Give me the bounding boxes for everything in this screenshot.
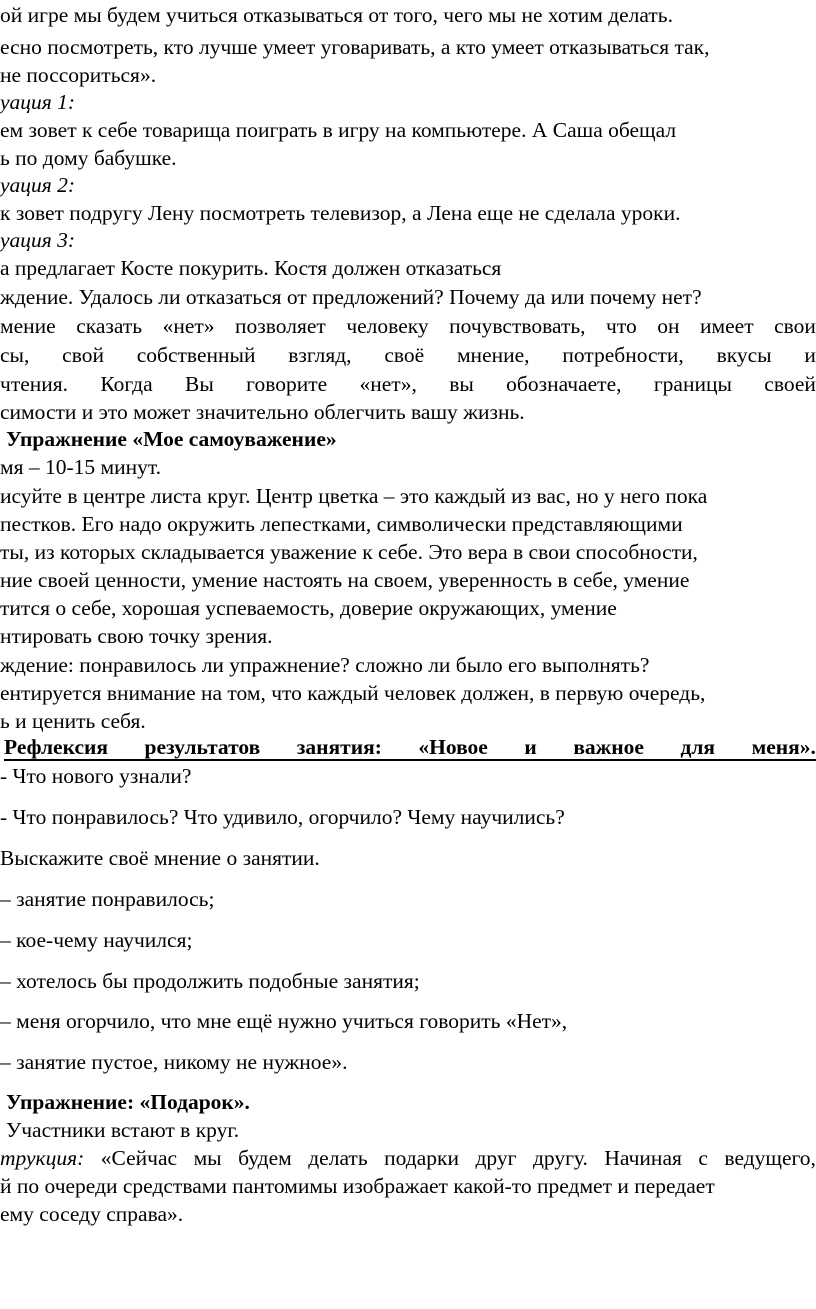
title-word: занятия: xyxy=(296,735,382,759)
word: свой xyxy=(62,343,104,367)
discussion-line-4 xyxy=(0,371,816,397)
word: взгляд, xyxy=(288,343,352,367)
word: человеку xyxy=(346,314,429,338)
word: вы xyxy=(449,372,474,396)
word: собственный xyxy=(136,343,256,367)
exercise-selfrespect-line-4: ние своей ценности, умение настоять на своем, уверенность в себе, умение xyxy=(0,568,690,592)
word: почувствовать, xyxy=(449,314,586,338)
reflection-option-2: – кое-чему научился; xyxy=(0,928,193,952)
title-word: и xyxy=(524,735,537,759)
reflection-option-4: – меня огорчило, что мне ещё нужно учиться говорить «Нет», xyxy=(0,1009,568,1033)
exercise-selfrespect-line-1: исуйте в центре листа круг. Центр цветка – это каждый из вас, но у него пока xyxy=(0,484,708,508)
reflection-option-3: – хотелось бы продолжить подобные занятия; xyxy=(0,969,420,993)
word: границы xyxy=(653,372,732,396)
word: говорите xyxy=(246,372,328,396)
title-word: результатов xyxy=(144,735,261,759)
discussion-line-3 xyxy=(0,342,816,368)
discussion-line-5: симости и это может значительно облегчить вашу жизнь. xyxy=(0,400,525,424)
word: с xyxy=(698,1146,708,1170)
word: своей xyxy=(764,372,816,396)
word: чтения. xyxy=(0,372,69,396)
exercise-gift-line-2 xyxy=(0,1145,816,1171)
word: Вы xyxy=(185,372,214,396)
word: своё xyxy=(384,343,425,367)
situation-3-line-1: а предлагает Косте покурить. Костя должен отказаться xyxy=(0,256,502,280)
reflection-option-1: – занятие понравилось; xyxy=(0,887,215,911)
word: свои xyxy=(774,314,816,338)
discussion-line-1: ждение. Удалось ли отказаться от предложений? Почему да или почему нет? xyxy=(0,285,702,309)
reflection-title xyxy=(4,735,816,761)
discussion-line-2 xyxy=(0,313,816,339)
word: вкусы xyxy=(716,343,772,367)
word: ведущего, xyxy=(724,1146,816,1170)
intro-line-2: есно посмотреть, кто лучше умеет уговаривать, а кто умеет отказываться так, xyxy=(0,35,710,59)
intro-line-3: не поссориться». xyxy=(0,63,157,87)
title-word: для xyxy=(680,735,716,759)
situation-2-line-1: к зовет подругу Лену посмотреть телевизор, а Лена еще не сделала уроки. xyxy=(0,201,681,225)
word: «Сейчас xyxy=(100,1146,178,1170)
title-word: меня». xyxy=(751,735,816,759)
exercise-selfrespect-line-8: ентируется внимание на том, что каждый человек должен, в первую очередь, xyxy=(0,681,706,705)
word: мы xyxy=(193,1146,222,1170)
word: что xyxy=(606,314,637,338)
word: другу. xyxy=(532,1146,588,1170)
word: Начиная xyxy=(604,1146,682,1170)
reflection-question-3: Выскажите своё мнение о занятии. xyxy=(0,846,320,870)
word: «нет», xyxy=(359,372,417,396)
situation-1-label: уация 1: xyxy=(0,90,76,114)
word: и xyxy=(804,343,816,367)
exercise-gift-line-4: ему соседу справа». xyxy=(0,1202,184,1226)
title-word: Рефлексия xyxy=(4,735,109,759)
word: Когда xyxy=(100,372,153,396)
exercise-gift-line-3: й по очереди средствами пантомимы изображает какой-то предмет и передает xyxy=(0,1174,715,1198)
exercise-selfrespect-line-3: ты, из которых складывается уважение к себе. Это вера в свои способности, xyxy=(0,540,698,564)
word: подарки xyxy=(384,1146,459,1170)
word: сказать xyxy=(76,314,143,338)
word: позволяет xyxy=(235,314,326,338)
exercise-selfrespect-line-9: ь и ценить себя. xyxy=(0,709,146,733)
instruction-label: трукция: xyxy=(0,1146,85,1170)
word: будем xyxy=(238,1146,292,1170)
title-word: «Новое xyxy=(418,735,488,759)
exercise-selfrespect-line-7: ждение: понравилось ли упражнение? сложно ли было его выполнять? xyxy=(0,653,650,677)
exercise-selfrespect-line-5: тится о себе, хорошая успеваемость, доверие окружающих, умение xyxy=(0,596,617,620)
exercise-selfrespect-title: Упражнение «Мое самоуважение» xyxy=(6,427,337,451)
reflection-question-2: - Что понравилось? Что удивило, огорчило? Чему научились? xyxy=(0,805,565,829)
word: друг xyxy=(475,1146,517,1170)
word: сы, xyxy=(0,343,30,367)
word: обозначаете, xyxy=(506,372,622,396)
word: потребности, xyxy=(562,343,684,367)
exercise-gift-title: Упражнение: «Подарок». xyxy=(6,1090,250,1114)
reflection-option-5: – занятие пустое, никому не нужное». xyxy=(0,1050,348,1074)
title-word: важное xyxy=(573,735,644,759)
word: мнение, xyxy=(456,343,530,367)
exercise-selfrespect-time: мя – 10-15 минут. xyxy=(0,455,162,479)
word: он xyxy=(657,314,680,338)
exercise-selfrespect-line-6: нтировать свою точку зрения. xyxy=(0,624,273,648)
exercise-gift-line-1: Участники встают в круг. xyxy=(6,1118,240,1142)
word: делать xyxy=(308,1146,368,1170)
situation-2-label: уация 2: xyxy=(0,173,76,197)
intro-line-1: ой игре мы будем учиться отказываться от того, чего мы не хотим делать. xyxy=(0,3,673,27)
word: имеет xyxy=(700,314,754,338)
reflection-question-1: - Что нового узнали? xyxy=(0,764,192,788)
word: «нет» xyxy=(162,314,215,338)
word: мение xyxy=(0,314,56,338)
exercise-selfrespect-line-2: пестков. Его надо окружить лепестками, символически представляющими xyxy=(0,512,683,536)
situation-1-line-1: ем зовет к себе товарища поиграть в игру на компьютере. А Саша обещал xyxy=(0,118,677,142)
situation-1-line-2: ь по дому бабушке. xyxy=(0,146,177,170)
situation-3-label: уация 3: xyxy=(0,228,76,252)
